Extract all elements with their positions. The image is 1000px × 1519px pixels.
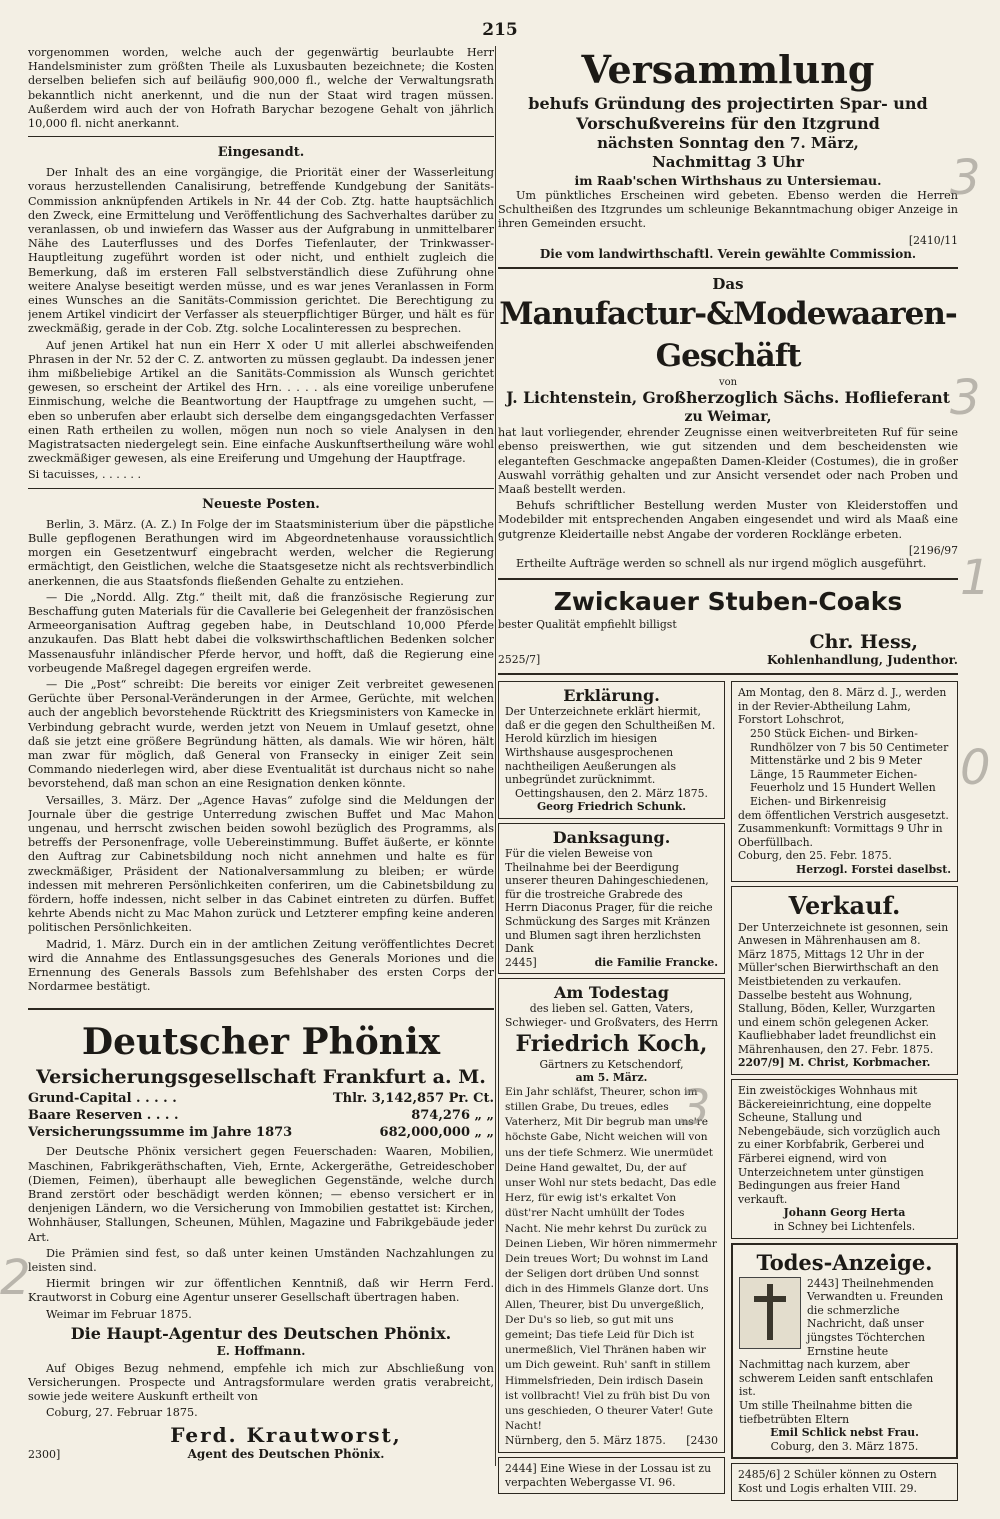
auction-signature: Herzogl. Forstei daselbst. [796, 862, 951, 876]
phoenix-subtitle: Versicherungsgesellschaft Frankfurt a. M. [36, 1066, 486, 1089]
coaks-name: Chr. Hess, [809, 631, 918, 654]
wiese-ad [498, 1457, 725, 1494]
pencil-mark: 0 [960, 740, 991, 796]
tod-footer [505, 1434, 718, 1448]
tod-poem: Ein Jahr schläfst, Theurer, schon im stillen Grabe, Du treues, edles Vaterherz, Mit Dir begrub man uns're höchste Gabe, Nicht weichen will von uns der tiefe Schmerz. Wie unermüdet Deine Hand gewaltet, Du, der auf unser Wohl nur stets bedacht, Das edle Herz, für ewig ist's erkaltet Von düst'rer Nacht umhüllt der Todes Nacht. Nie mehr kehrst Du zurück zu Deinen Lieben, Wir hören nimmermehr Dein treues Wort; Du wohnst im Land der Seligen dort drüben Und sonnst dich in des Himmels Glanze dort. Uns Allen, Theurer, bist Du unvergeßlich, Der Du's so lieb, so gut mit uns gemeint; Das tiefe Leid für Dich ist unermeßlich, Viel Thränen haben wir um Dich geweint. Ruh' sanft in stillem Himmelsfrieden, Dein irdisch Dasein ist vollbracht! Viel zu früh bist Du von uns geschieden, O theurer Vater! Gute Nacht! [505, 1085, 717, 1433]
divider [28, 488, 494, 489]
posten-heading: Neueste Posten. [202, 496, 320, 512]
auction-paragraph: Am Montag, den 8. März d. J., werden in der Revier-Abtheilung Lahm, Forstort Lohschrot, [738, 686, 947, 727]
verk-paragraph: Der Unterzeichnete ist gesonnen, sein Anwesen in Mährenhausen am 8. März 1875, Mittags 12 Uhr in der Müller'schen Bierwirthschaft an den Meistbietenden zu verkaufen. Dasselbe besteht aus Wohnung, Stallung, Böden, Keller, Wurzgarten und einem schön gelegenen Acker. Kaufliebhaber ladet freundlichst ein [738, 920, 949, 1043]
auction-date: Coburg, den 25. Febr. 1875. [738, 849, 892, 863]
phoenix-date: Coburg, 27. Februar 1875. [46, 1406, 198, 1420]
vers-where: im Raab'schen Wirthshaus zu Untersiemau. [574, 173, 882, 188]
news-paragraph: — Die „Post“ schreibt: Die bereits vor einiger Zeit verbreitet gewesenen Gerüchte über Personal-Veränderungen in der Armee, Gerüchte, mit welchen auch der angeblich bevorstehende Rücktritt des Kriegsministers von Kamecke in Verbindung gebracht wurde, werden jetzt von Neuem in Umlauf gesetzt, ohne daß sie jetzt eine größere Begründung hätten, als damals. Wie wir hören, hält man zwar für möglich, daß General von Fransecky in einiger Zeit sein Commando niederlegen wird, aber diese Eventualität ist durchaus nicht so nahe bevorstehend, daß man schon an eine Resignation denken könnte. [28, 677, 494, 791]
wohn-signature: Johann Georg Herta [783, 1206, 906, 1220]
danksagung-ad [498, 823, 725, 974]
eingesandt-heading: Eingesandt. [217, 145, 305, 161]
vers-subtitle: Vorschußvereins für den Itzgrund [576, 114, 880, 133]
cross-icon [739, 1277, 801, 1349]
wohn-place: in Schney bei Lichtenfels. [773, 1220, 916, 1233]
vers-when: Nachmittag 3 Uhr [652, 153, 804, 171]
dank-title: Danksagung. [552, 827, 671, 847]
agent-name: Ferd. Krautworst, [170, 1422, 402, 1447]
ad-code: [2430 [686, 1434, 718, 1448]
todestag-ad [498, 978, 725, 1453]
tod-subtitle: am 5. März. [575, 1071, 648, 1085]
small-ads-grid [498, 681, 958, 1500]
divider [498, 267, 958, 269]
news-paragraph: Versailles, 3. März. Der „Agence Havas“ zufolge sind die Meldungen der Journale über die gestrige Unterredung zwischen Buffet und Mac Mahon ungenau, und herrscht zwischen beiden sowohl bezüglich des Programms, als betreffs der Personenfrage, volle Uebereinstimmung. Buffet äußerte, er könnte den Auftrag zur Cabinetsbildung noch nicht annehmen und halte es für zweckmäßiger, Präsident der Nationalversammlung zu bleiben; er würde indessen mit mehreren Persönlichkeiten conferiren, um die Cabinetsbildung zu fördern, hoffe indessen, nicht selber in das Cabinet eintreten zu dürfen. Buffet kehrte Abends nicht zu Mac Mahon zurück und Letzterer empfing keine anderen politischen Persönlichkeiten. [28, 793, 494, 935]
row-value: 682,000,000 „ „ [379, 1125, 494, 1141]
divider [498, 578, 958, 580]
phoenix-agency: Die Haupt-Agentur des Deutschen Phönix. [70, 1323, 452, 1343]
erkl-signature: Georg Friedrich Schunk. [536, 800, 687, 814]
erkl-date: Oettingshausen, den 2. März 1875. [515, 786, 708, 800]
wiese-text: 2444] Eine Wiese in der Lossau ist zu verpachten Webergasse VI. 96. [505, 1461, 712, 1489]
vers-when: nächsten Sonntag den 7. März, [597, 134, 859, 152]
coaks-ad [498, 586, 958, 668]
manu-place: zu Weimar, [684, 409, 772, 426]
tod-subtitle: des lieben sel. Gatten, Vaters, Schwieger- und Großvaters, des Herrn [505, 1002, 718, 1029]
divider [498, 673, 958, 675]
verk-date: Mährenhausen, den 27. Febr. 1875. [738, 1042, 934, 1056]
ad-code: 2445] [505, 955, 537, 969]
ad-code: [2410/11 [908, 233, 958, 247]
erkl-paragraph: Der Unterzeichnete erklärt hiermit, daß er die gegen den Schultheißen M. Herold kürzlich im hiesigen Wirthshause ausgesprochenen nachtheiligen Aeußerungen als unbegründet zurücknimmt. [505, 705, 716, 787]
pencil-mark: 2 [0, 1250, 31, 1306]
auction-items: 250 Stück Eichen- und Birken-Rundhölzer von 7 bis 50 Centimeter Mittenstärke und 2 bis 9 Meter Länge, 15 Raummeter Eichen-Feuerholz und 15 Hundert Wellen Eichen- und Birkenreisig [750, 727, 949, 808]
schueler-ad [731, 1463, 958, 1500]
phoenix-title: Deutscher Phönix [81, 1021, 441, 1064]
pencil-mark: 3 [680, 1080, 711, 1136]
tod-date: Nürnberg, den 5. März 1875. [505, 1434, 666, 1448]
manufactur-ad [498, 275, 958, 571]
row-label: Baare Reserven . . . . [28, 1108, 179, 1124]
coaks-footer [498, 653, 958, 667]
agent-role: Agent des Deutschen Phönix. [187, 1446, 385, 1461]
erklaerung-ad [498, 681, 725, 819]
phoenix-figure-row [28, 1107, 494, 1124]
phoenix-paragraph: Die Prämien sind fest, so daß unter keinen Umständen Nachzahlungen zu leisten sind. [28, 1246, 494, 1275]
vers-signature: Die vom landwirthschaftl. Verein gewählte Commission. [539, 247, 917, 262]
dank-footer [505, 956, 718, 970]
auction-paragraph: dem öffentlichen Verstrich ausgesetzt. Zusammenkunft: Vormittags 9 Uhr in Oberfüllbach. [738, 808, 949, 849]
manu-name: J. Lichtenstein, Großherzoglich Sächs. Hoflieferant [506, 388, 950, 408]
news-paragraph: — Die „Nordd. Allg. Ztg.“ theilt mit, daß die französische Regierung zur Beschaffung guten Materials für die Cavallerie bei Gelegenheit der französischen Armeeorganisation Auftrag gegeben habe, in Deutschland 10,000 Pferde anzukaufen. Das Blatt hebt dabei die volkswirthschaftlichen Bedenken solcher Massenausfuhr inländischer Pferde hervor, und hofft, daß die Regierung eine vorbeugende Maßregel dagegen ergreifen werde. [28, 590, 494, 675]
ad-code: 2300] [28, 1447, 61, 1461]
phoenix-paragraph: Auf Obiges Bezug nehmend, empfehle ich mich zur Abschließung von Versicherungen. Prospecte und Antragsformulare werden gratis verabreicht, sowie jede weitere Auskunft ertheilt von [28, 1361, 494, 1404]
phoenix-paragraph: Hiermit bringen wir zur öffentlichen Kenntniß, daß wir Herrn Ferd. Krautworst in Coburg eine Agentur unserer Gesellschaft übertragen haben. [28, 1277, 494, 1305]
erkl-title: Erklärung. [563, 686, 660, 706]
column-divider [495, 46, 496, 1466]
news-paragraph: Madrid, 1. März. Durch ein in der amtlichen Zeitung veröffentlichtes Decret wird die Annahme des Entlassungsgesuches des Generals Moriones und die Ernennung des Generals Bassols zum Befehlshaber des ersten Corps der Nordarmee bestätigt. [28, 937, 494, 994]
todes-title: Todes-Anzeige. [756, 1249, 933, 1275]
tod-title: Am Todestag [554, 983, 669, 1003]
auction-ad [731, 681, 958, 881]
phoenix-paragraph: Der Deutsche Phönix versichert gegen Feuerschaden: Waaren, Mobilien, Maschinen, Fabrikgeräthschaften, Vieh, Ernte, Ackergeräthe, Getreideschober (Diemen, Feimen), überhaupt alle beweglichen Gegenstände, welche durch Brand zerstört oder beschädigt werden können; — ebenso versichert er in denjenigen Ländern, wo die Versicherung von Immobilien gestattet ist: Kirchen, Wohnhäuser, Stallungen, Scheunen, Mühlen, Magazine und Fabrikgebäude jeder Art. [28, 1145, 494, 1244]
pencil-mark: 3 [950, 370, 981, 426]
manu-paragraph: Behufs schriftlicher Bestellung werden Muster von Kleiderstoffen und Modebilder mit entsprechenden Angaben eingesendet und wird als Maaß eine gutgrenze Kleidertaille nebst Angabe der vorderen Rocklänge erbeten. [498, 499, 958, 541]
divider [28, 1008, 494, 1010]
vers-paragraph: Um pünktliches Erscheinen wird gebeten. Ebenso werden die Herren Schultheißen des Itzgrundes um schleunige Bekanntmachung obiger Anzeige in ihren Gemeinden ersucht. [498, 189, 958, 231]
ad-code: [2196/97 [908, 543, 958, 557]
left-column [28, 46, 494, 1461]
row-value: Thlr. 3,142,857 Pr. Ct. [332, 1091, 494, 1107]
verkauf-ad [731, 886, 958, 1076]
right-column [498, 46, 958, 1501]
tod-name: Friedrich Koch, [515, 1030, 708, 1057]
manu-von: von [718, 377, 738, 389]
pencil-mark: 3 [950, 150, 981, 206]
dank-signature: die Familie Francke. [594, 955, 718, 969]
manu-title: Manufactur-&Modewaaren-Geschäft [499, 296, 957, 375]
phoenix-figure-row [28, 1090, 494, 1107]
eingesandt-paragraph: Si tacuisses, . . . . . . [28, 468, 142, 482]
manu-das: Das [712, 275, 744, 294]
eingesandt-paragraph: Auf jenen Artikel hat nun ein Herr X oder U mit allerlei abschweifenden Phrasen in der Nr. 52 der C. Z. antworten zu müssen geglaubt. Da indessen jener ihm mißbeliebige Artikel an die Sanitäts-Commission als Wunsch gerichtet gewesen, so erscheint der Artikel des Hrn. . . . . als eine voreilige unberufene Einmischung, welche die Beantwortung der Hauptfrage zu umgehen sucht, — eben so unberufen aber erlaubt sich derselbe dem eingangsgedachten Verfasser einen Rath ertheilen zu wollen, mögen nun noch so viele Analysen in den Magistratsacten niedergelegt sein. Eine einfache Auskunftsertheilung wäre wohl zweckmäßiger gewesen, als eine Ereiferung und Umgehung der Hauptfrage. [28, 338, 494, 466]
intro-paragraph: vorgenommen worden, welche auch der gegenwärtig beurlaubte Herr Handelsminister zum größten Theile als Luxusbauten bezeichnete; die Kosten derselben beliefen sich auf beiläufig 900,000 fl., welche der Verwaltungsrath bekanntlich nicht anerkennt, und die nun der Staat wird tragen müssen. Außerdem wird auch der von Hofrath Barychar bezogene Gehalt von jährlich 10,000 fl. nicht anerkannt. [28, 46, 494, 131]
todes-paragraph: Um stille Theilnahme bitten die tiefbetrübten Eltern [739, 1398, 913, 1426]
todes-signature: Emil Schlick nebst Frau. [770, 1426, 919, 1440]
eingesandt-paragraph: Der Inhalt des an eine vorgängige, die Priorität einer der Wasserleitung voraus herzustellenden Canalisirung, betreffende Kundgebung der Sanitäts-Commission anknüpfenden Artikels in Nr. 44 der Cob. Ztg. hatte hauptsächlich den Zweck, eine Ermittelung und Veröffentlichung des Sachverhaltes darüber zu veranlassen, ob und inwiefern das Wasser aus der Aufgrabung in unmittelbarer Nähe des Lauterflusses und des Dorfes Tiefenlauter, der Trinkwasser-Hauptleitung zugeführt worden ist oder nicht, und enthielt zugleich die Bemerkung, daß im ersteren Fall selbstverständlich diese Zuführung ohne weitere Analyse beseitigt werden müsse, und es war jenes Veranlassen in Form eines Wunsches an die Sanitäts-Commission gerichtet. Die Berechtigung zu jenem Artikel vindicirt der Verfasser als steuerpflichtiger Bürger, und hält es für zweckmäßig, gerade in der Cob. Ztg. solche Localinteressen zu besprechen. [28, 166, 494, 336]
wohnhaus-ad [731, 1079, 958, 1239]
row-label: Versicherungssumme im Jahre 1873 [28, 1125, 293, 1141]
todes-date: Coburg, den 3. März 1875. [770, 1439, 919, 1453]
coaks-subtitle: bester Qualität empfiehlt billigst [498, 617, 677, 631]
versammlung-ad [498, 46, 958, 261]
pencil-mark: 1 [960, 550, 991, 606]
tod-subtitle: Gärtners zu Ketschendorf, [539, 1057, 684, 1071]
phoenix-signature [28, 1423, 494, 1461]
ad-code: 2525/7] [498, 653, 541, 667]
dank-paragraph: Für die vielen Beweise von Theilnahme bei der Beerdigung unserer theuren Dahingeschiedenen, für die trostreiche Grabrede des Herrn Diaconus Prager, für die reiche Schmückung des Sarges mit Kränzen und Blumen sagt ihren herzlichsten Dank [505, 846, 713, 956]
row-label: Grund-Capital . . . . . [28, 1091, 177, 1107]
vers-title: Versammlung [581, 47, 875, 92]
divider [28, 136, 494, 137]
vers-subtitle: behufs Gründung des projectirten Spar- und [528, 94, 928, 113]
schueler-text: 2485/6] 2 Schüler können zu Ostern Kost und Logis erhalten VIII. 29. [738, 1468, 937, 1495]
coaks-title: Zwickauer Stuben-Coaks [553, 586, 903, 616]
todes-anzeige-ad [731, 1243, 958, 1460]
wohn-paragraph: Ein zweistöckiges Wohnhaus mit Bäckereieinrichtung, eine doppelte Scheune, Stallung und Nebengebäude, sich vorzüglich auch zu einer Korbfabrik, Gerberei und Färberei eignend, wird von Unterzeichnetem unter günstigen Bedingungen aus freier Hand verkauft. [738, 1084, 941, 1206]
coaks-firm: Kohlenhandlung, Judenthor. [766, 653, 958, 668]
verk-title: Verkauf. [788, 890, 901, 920]
phoenix-date: Weimar im Februar 1875. [46, 1307, 192, 1321]
phoenix-agency-name: E. Hoffmann. [216, 1343, 306, 1358]
news-paragraph: Berlin, 3. März. (A. Z.) In Folge der im Staatsministerium über die päpstliche Bulle gepflogenen Berathungen wird im Abgeordnetenhause voraussichtlich morgen ein Gesetzentwurf eingebracht werden, welcher die Regierung ermächtigt, den Geistlichen, welche die Staatsgesetze nicht als rechtsverbindlich anerkennen, die aus Staatsfonds fließenden Gehalte zu entziehen. [28, 517, 494, 588]
row-value: 874,276 „ „ [411, 1108, 494, 1124]
page-number: 215 [482, 20, 518, 40]
phoenix-advertisement [28, 1020, 494, 1460]
verk-signature: 2207/9] M. Christ, Korbmacher. [738, 1056, 931, 1070]
manu-paragraph: Ertheilte Aufträge werden so schnell als nur irgend möglich ausgeführt. [516, 557, 927, 571]
todes-paragraph: 2443] Theilnehmenden Verwandten u. Freunden die schmerzliche Nachricht, daß unser jüngstes Töchterchen Ernstine heute Nachmittag nach kurzem, aber schwerem Leiden sanft entschlafen ist. [739, 1276, 944, 1399]
phoenix-figure-row [28, 1124, 494, 1141]
small-ads-right [731, 681, 958, 1500]
manu-paragraph: hat laut vorliegender, ehrender Zeugnisse einen weitverbreiteten Ruf für seine ebenso preiswerthen, wie gut sitzenden und dem bescheidensten wie eleganteften Geschmacke angepaßten Damen-Kleider (Costumes), die in großer Auswahl vorräthig gehalten und zur Ansicht versendet oder nach Proben und Maaß bestellt werden. [498, 426, 958, 497]
